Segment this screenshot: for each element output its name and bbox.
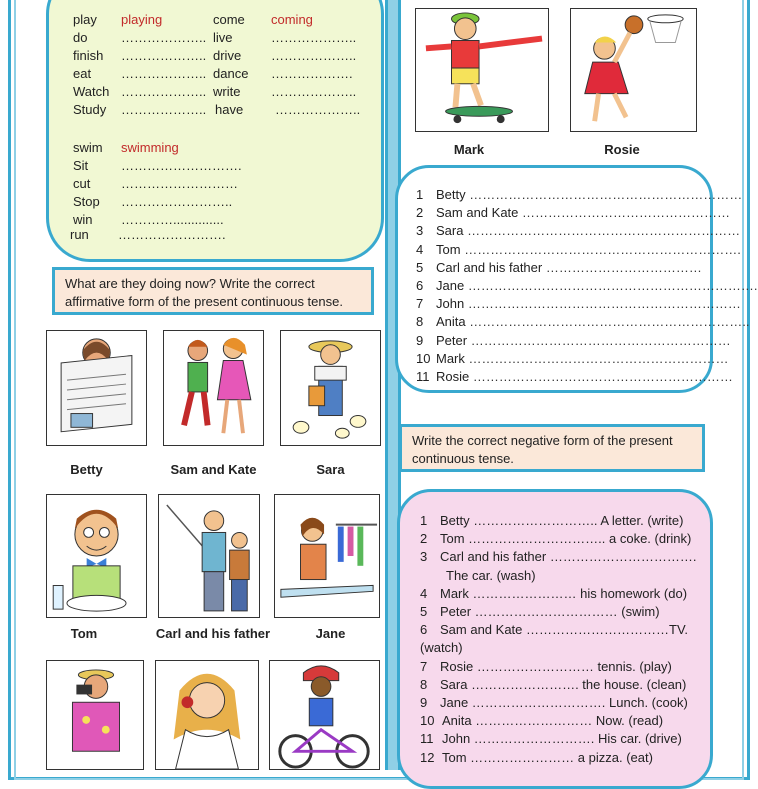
peter-cycling-image bbox=[270, 661, 379, 769]
item-number: 10 bbox=[420, 713, 435, 729]
verb-base: win bbox=[73, 212, 93, 227]
item-number: 11 bbox=[416, 369, 430, 384]
affirmative-list-item[interactable] bbox=[416, 204, 730, 222]
picture-peter bbox=[269, 660, 380, 770]
item-text: Rosie ……………………… tennis. (play) bbox=[440, 658, 672, 674]
verb-blank[interactable]: ………………………. bbox=[121, 158, 242, 173]
john-photographing-image bbox=[47, 661, 143, 769]
verb-blank[interactable]: ……………….. bbox=[121, 66, 207, 81]
caption-jane: Jane bbox=[315, 626, 346, 641]
picture-john bbox=[46, 660, 144, 770]
rosie-basketball-image bbox=[571, 9, 696, 131]
verb-blank[interactable]: ……………….. bbox=[275, 102, 361, 117]
item-name: Mark bbox=[436, 350, 465, 366]
answer-blank[interactable]: …………………………………………………… bbox=[472, 369, 733, 384]
item-number: 2 bbox=[416, 205, 424, 221]
caption-carl: Carl and his father bbox=[155, 626, 271, 641]
item-number: 4 bbox=[420, 585, 428, 601]
item-number: 9 bbox=[416, 332, 424, 348]
affirmative-list-item[interactable] bbox=[416, 241, 741, 259]
instruction-affirmative bbox=[52, 267, 374, 315]
verb-base: come bbox=[213, 12, 245, 27]
item-text: Betty ……………………….. A letter. (write) bbox=[440, 513, 684, 528]
verb-blank[interactable]: ……………….. bbox=[271, 30, 357, 45]
verb-row bbox=[73, 11, 97, 29]
negative-list-item[interactable] bbox=[420, 658, 672, 676]
verb-blank[interactable]: …………………….. bbox=[121, 194, 233, 209]
caption-sara: Sara bbox=[316, 462, 345, 477]
negative-list-item[interactable] bbox=[420, 676, 686, 694]
picture-anita bbox=[155, 660, 259, 770]
negative-list-item[interactable] bbox=[420, 639, 463, 657]
verb-blank[interactable]: ………….............. bbox=[121, 212, 224, 227]
carl-fishing-image bbox=[159, 495, 259, 617]
answer-blank[interactable]: …………………………………………………… bbox=[468, 350, 729, 366]
negative-list-item[interactable] bbox=[420, 621, 688, 639]
item-number: 10 bbox=[416, 350, 431, 366]
verb-blank[interactable]: ……………….. bbox=[121, 48, 207, 63]
item-text: Mark …………………… his homework (do) bbox=[440, 585, 688, 601]
sara-feeding-chickens-image bbox=[281, 331, 380, 445]
item-text: Carl and his father ……………………………. bbox=[440, 549, 697, 565]
verb-base: Sit bbox=[73, 158, 89, 173]
affirmative-list-item[interactable] bbox=[416, 350, 729, 368]
verb-base: Watch bbox=[73, 84, 110, 99]
verb-base: eat bbox=[73, 66, 92, 81]
caption-tom: Tom bbox=[70, 626, 98, 641]
answer-blank[interactable]: ………………………………………… bbox=[522, 205, 731, 221]
affirmative-list-item[interactable] bbox=[416, 222, 740, 240]
item-number: 3 bbox=[416, 223, 424, 239]
item-text: Peter …………………………… (swim) bbox=[440, 604, 660, 619]
caption-rosie: Rosie bbox=[604, 142, 640, 157]
picture-sara bbox=[280, 330, 381, 446]
item-name: Sam and Kate bbox=[436, 205, 519, 221]
answer-blank[interactable]: ………………………………………………………. bbox=[464, 241, 741, 257]
answer-blank[interactable]: ……………………………………………………… bbox=[469, 187, 743, 202]
verb-base: swim bbox=[73, 140, 103, 155]
item-text: The car. (wash) bbox=[446, 567, 536, 583]
item-text: John ………………………. His car. (drive) bbox=[442, 731, 682, 747]
verb-base: Stop bbox=[73, 194, 100, 209]
item-number: 8 bbox=[416, 314, 424, 330]
verb-blank[interactable]: ……………….. bbox=[271, 48, 357, 63]
affirmative-list-item[interactable] bbox=[416, 332, 731, 350]
affirmative-list-item[interactable] bbox=[416, 277, 757, 295]
item-name: Sara bbox=[436, 223, 464, 239]
verb-blank[interactable]: ……………………… bbox=[121, 176, 238, 191]
item-number: 1 bbox=[420, 513, 428, 528]
jane-cooking-image bbox=[275, 495, 379, 617]
picture-jane bbox=[274, 494, 380, 618]
verb-base: Study bbox=[73, 102, 107, 117]
item-name: Carl and his father bbox=[436, 259, 543, 275]
negative-list-item[interactable] bbox=[420, 603, 660, 621]
verb-ing-box bbox=[46, 0, 384, 262]
caption-mark: Mark bbox=[453, 142, 485, 157]
picture-rosie bbox=[570, 8, 697, 132]
item-number: 9 bbox=[420, 695, 428, 710]
negative-list-item[interactable] bbox=[420, 530, 691, 548]
item-text: Tom ………………………….. a coke. (drink) bbox=[440, 531, 692, 547]
affirmative-list-item[interactable] bbox=[416, 368, 733, 386]
sam-kate-dancing-image bbox=[164, 331, 263, 445]
negative-answer-list bbox=[397, 489, 713, 789]
answer-blank[interactable]: ……………………………………………………….. bbox=[469, 314, 750, 330]
verb-ing-example: playing bbox=[121, 12, 163, 27]
answer-blank[interactable]: …………………………………………………… bbox=[470, 332, 731, 348]
negative-list-item[interactable] bbox=[420, 512, 683, 530]
item-number: 2 bbox=[420, 531, 428, 547]
negative-list-item[interactable] bbox=[420, 730, 682, 748]
item-name: Betty bbox=[436, 187, 466, 202]
negative-list-item[interactable] bbox=[420, 712, 663, 730]
mark-skateboarding-image bbox=[416, 9, 548, 131]
picture-carl bbox=[158, 494, 260, 618]
item-name: Rosie bbox=[436, 369, 470, 384]
picture-tom bbox=[46, 494, 147, 618]
verb-base: cut bbox=[73, 176, 91, 191]
item-number: 4 bbox=[416, 241, 424, 257]
verb-blank[interactable]: ……………….. bbox=[271, 84, 357, 99]
verb-blank[interactable]: ……………….. bbox=[121, 102, 207, 117]
verb-base: live bbox=[213, 30, 233, 45]
item-text: Anita ……………………… Now. (read) bbox=[442, 713, 664, 729]
verb-base: dance bbox=[213, 66, 249, 81]
verb-base: finish bbox=[73, 48, 104, 63]
item-number: 6 bbox=[416, 278, 424, 293]
negative-list-item[interactable] bbox=[446, 567, 536, 585]
answer-blank[interactable]: …………………………………………………………. bbox=[467, 278, 758, 293]
picture-mark bbox=[415, 8, 549, 132]
verb-base: write bbox=[213, 84, 241, 99]
item-number: 1 bbox=[416, 187, 424, 202]
item-name: Anita bbox=[436, 314, 466, 330]
verb-base: drive bbox=[213, 48, 242, 63]
item-text: Tom …………………… a pizza. (eat) bbox=[442, 749, 653, 765]
anita-listening-image bbox=[156, 661, 258, 769]
verb-blank[interactable]: ……………….. bbox=[121, 84, 207, 99]
verb-blank[interactable]: ……………….. bbox=[121, 30, 207, 45]
caption-betty: Betty bbox=[70, 462, 103, 477]
negative-list-item[interactable] bbox=[420, 548, 696, 566]
item-number: 8 bbox=[420, 676, 428, 692]
instruction-negative bbox=[399, 424, 705, 472]
item-name: Tom bbox=[436, 241, 461, 257]
negative-list-item[interactable] bbox=[420, 694, 688, 712]
verb-base: run bbox=[70, 227, 89, 242]
item-number: 5 bbox=[416, 259, 424, 275]
verb-base: do bbox=[73, 30, 88, 45]
caption-sam-kate: Sam and Kate bbox=[170, 462, 257, 477]
item-number: 7 bbox=[416, 296, 424, 312]
instruction-text: Write the correct negative form of the present continuous tense. bbox=[412, 433, 673, 466]
negative-list-item[interactable] bbox=[420, 585, 687, 603]
affirmative-list-item[interactable] bbox=[416, 295, 741, 313]
item-text: (watch) bbox=[420, 640, 463, 656]
betty-reading-image bbox=[47, 331, 146, 445]
verb-base: play bbox=[73, 12, 97, 27]
item-name: John bbox=[436, 296, 465, 312]
item-number: 5 bbox=[420, 604, 428, 619]
answer-blank[interactable]: ……………………………… bbox=[545, 259, 702, 275]
item-number: 7 bbox=[420, 658, 428, 674]
picture-sam-kate bbox=[163, 330, 264, 446]
verb-base: have bbox=[215, 102, 244, 117]
instruction-text: What are they doing now? Write the correct affirmative form of the present continuous tense. bbox=[65, 276, 343, 309]
tom-eating-image bbox=[47, 495, 146, 617]
item-number: 12 bbox=[420, 749, 435, 765]
item-text: Jane …………………………. Lunch. (cook) bbox=[440, 695, 688, 710]
picture-betty bbox=[46, 330, 147, 446]
item-name: Jane bbox=[436, 278, 465, 293]
item-number: 3 bbox=[420, 549, 428, 565]
item-text: Sam and Kate ……………………………TV. bbox=[440, 622, 689, 638]
affirmative-answer-list bbox=[395, 165, 758, 393]
verb-ing-example: swimming bbox=[121, 140, 179, 155]
affirmative-list-item[interactable] bbox=[416, 259, 702, 277]
affirmative-list-item[interactable] bbox=[416, 186, 742, 204]
item-name: Peter bbox=[436, 332, 468, 348]
verb-blank[interactable]: ……………………. bbox=[118, 227, 226, 242]
item-text: Sara ……………………. the house. (clean) bbox=[440, 676, 687, 692]
answer-blank[interactable]: ……………………………………………………… bbox=[467, 223, 741, 239]
item-number: 11 bbox=[420, 731, 434, 747]
affirmative-list-item[interactable] bbox=[416, 313, 750, 331]
verb-blank[interactable]: ………………. bbox=[271, 66, 353, 81]
answer-blank[interactable]: ……………………………………………………… bbox=[467, 296, 741, 312]
item-number: 6 bbox=[420, 622, 428, 638]
verb-ing-example: coming bbox=[271, 12, 313, 27]
